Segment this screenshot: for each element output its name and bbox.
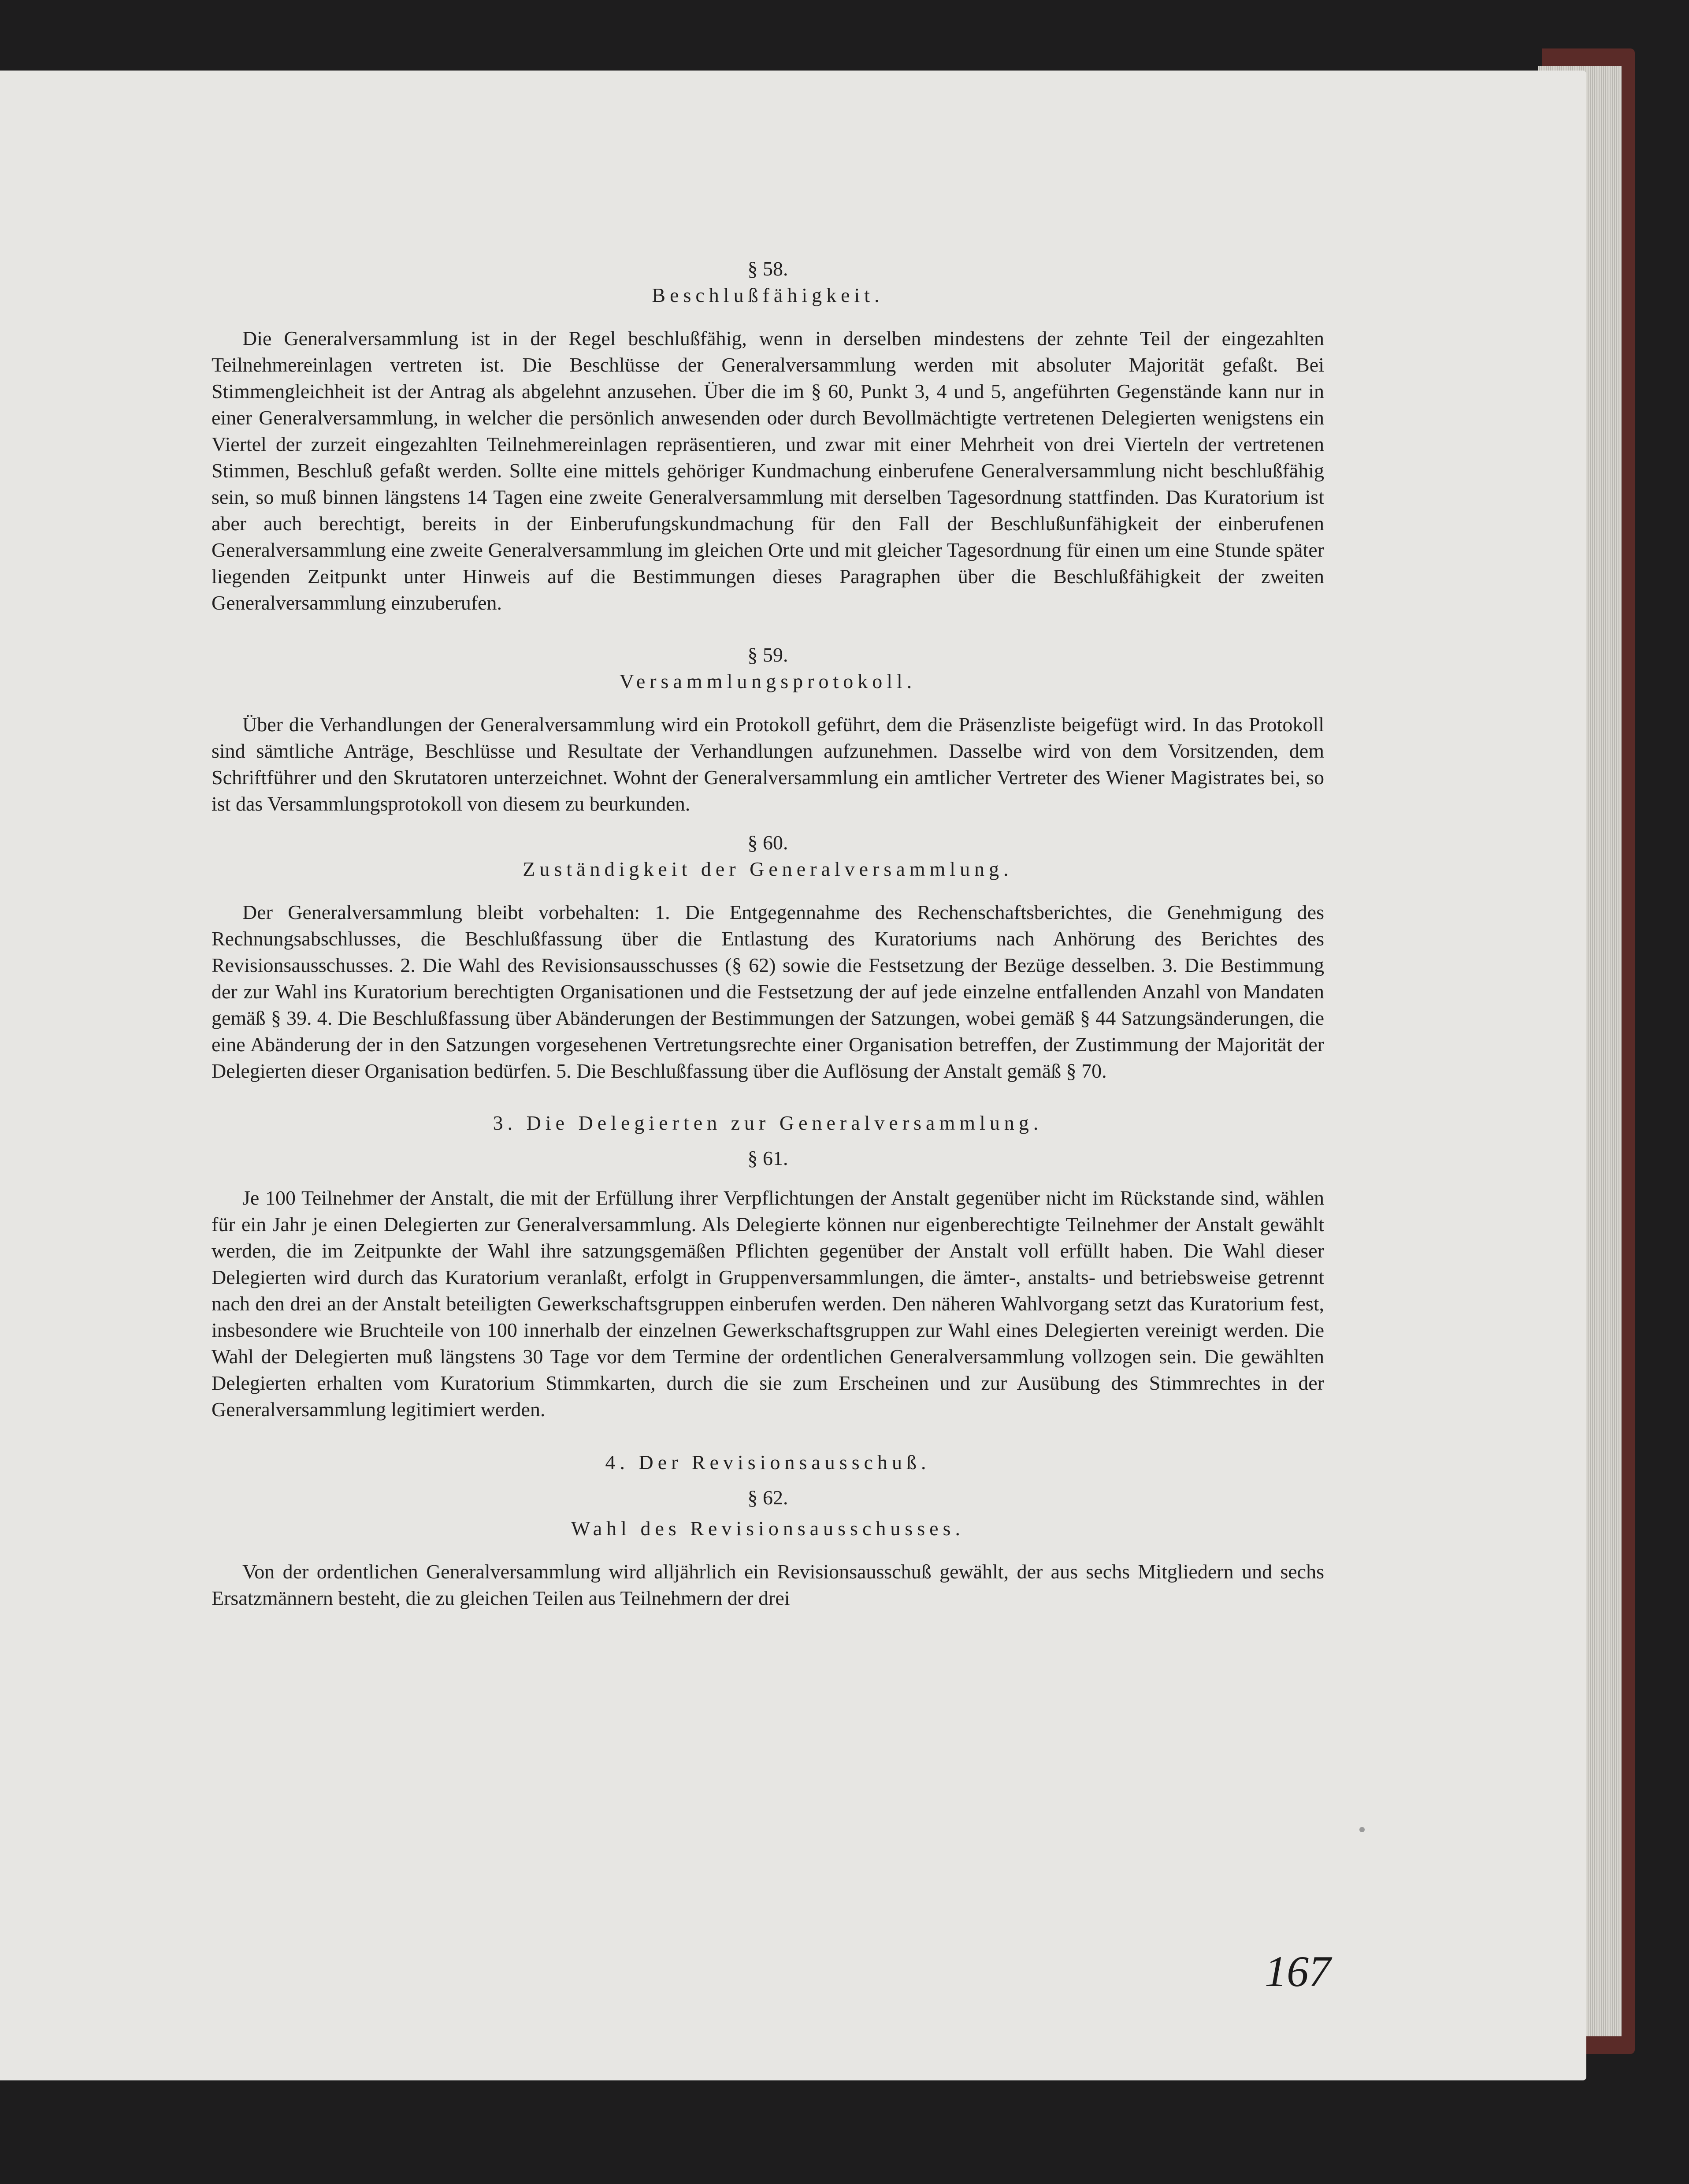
print-dot-mark <box>1359 1827 1365 1832</box>
body-paragraph: Der Generalversammlung bleibt vorbehalten: 1. Die Entgegennahme des Rechenschaftsberichtes, die Genehmigung des Rechnungsabschlusses, die Beschlußfassung über die Entlastung des Kuratoriums nach Anhörung des Berichtes des Revisionsausschusses. 2. Die Wahl des Revisionsausschusses (§ 62) sowie die Festsetzung der Bezüge desselben. 3. Die Bestimmung der zur Wahl ins Kuratorium berechtigten Organisationen und die Festsetzung der auf jede einzelne entfallenden Anzahl von Mandaten gemäß § 39. 4. Die Beschlußfassung über Abänderungen der Bestimmungen der Satzungen, wobei gemäß § 44 Satzungsänderungen, die eine Abänderung der in den Satzungen vorgesehenen Vertretungsrechte einer Organisation betreffen, der Zustimmung der Majorität der Delegierten dieser Organisation bedürfen. 5. Die Beschlußfassung über die Auflösung der Anstalt gemäß § 70. <box>212 901 1324 1082</box>
body-paragraph: Von der ordentlichen Generalversammlung wird alljährlich ein Revisionsausschuß gewählt, der aus sechs Mitgliedern und sechs Ersatzmännern besteht, die zu gleichen Teilen aus Teilnehmern der drei <box>212 1560 1324 1609</box>
page-text-area <box>212 256 1324 1611</box>
book-page <box>0 71 1586 2080</box>
section-title: Wahl des Revisionsausschusses. <box>571 1517 965 1540</box>
section-title: Versammlungsprotokoll. <box>619 670 917 692</box>
page-number: 167 <box>1265 1947 1331 1996</box>
paragraph-number: § 58. <box>747 257 788 280</box>
section-title: Zuständigkeit der Generalversammlung. <box>523 858 1013 880</box>
body-paragraph: Die Generalversammlung ist in der Regel beschlußfähig, wenn in derselben mindestens der zehnte Teil der eingezahlten Teilnehmereinlagen vertreten ist. Die Beschlüsse der Generalversammlung werden mit absoluter Majorität gefaßt. Bei Stimmengleichheit ist der Antrag als abgelehnt anzusehen. Über die im § 60, Punkt 3, 4 und 5, angeführten Gegenstände kann nur in einer Generalversammlung, in welcher die persönlich anwesenden oder durch Bevollmächtigte vertretenen Delegierten wenigstens ein Viertel der zurzeit eingezahlten Teilnehmereinlagen repräsentieren, und zwar mit einer Mehrheit von drei Vierteln der vertretenen Stimmen, Beschluß gefaßt werden. Sollte eine mittels gehöriger Kundmachung einberufene Generalversammlung nicht beschlußfähig sein, so muß binnen längstens 14 Tagen eine zweite Generalversammlung mit derselben Tagesordnung stattfinden. Das Kuratorium ist aber auch berechtigt, bereits in der Einberufungskundmachung für den Fall der Beschlußunfähigkeit der einberufenen Generalversammlung eine zweite Generalversammlung im gleichen Orte und mit gleicher Tagesordnung für einen um eine Stunde später liegenden Zeitpunkt unter Hinweis auf die Bestimmungen dieses Paragraphen über die Beschlußfähigkeit der zweiten Generalversammlung einzuberufen. <box>212 327 1324 614</box>
paragraph-number: § 61. <box>747 1147 788 1169</box>
paragraph-number: § 60. <box>747 831 788 854</box>
paragraph-number: § 59. <box>747 644 788 666</box>
paragraph-number: § 62. <box>747 1486 788 1509</box>
chapter-heading: 3. Die Delegierten zur Generalversammlung. <box>493 1112 1043 1134</box>
body-paragraph: Je 100 Teilnehmer der Anstalt, die mit der Erfüllung ihrer Verpflichtungen der Anstalt gegenüber nicht im Rückstande sind, wählen für ein Jahr je einen Delegierten zur Generalversammlung. Als Delegierte können nur eigenberechtigte Teilnehmer der Anstalt gewählt werden, die im Zeitpunkte der Wahl ihre satzungsgemäßen Pflichten gegenüber der Anstalt voll erfüllt haben. Die Wahl dieser Delegierten wird durch das Kuratorium veranlaßt, erfolgt in Gruppenversammlungen, die ämter-, anstalts- und betriebsweise getrennt nach den drei an der Anstalt beteiligten Gewerkschaftsgruppen einberufen werden. Den näheren Wahlvorgang setzt das Kuratorium fest, insbesondere wie Bruchteile von 100 innerhalb der einzelnen Gewerkschaftsgruppen zur Wahl eines Delegierten vereinigt werden. Die Wahl der Delegierten muß längstens 30 Tage vor dem Termine der ordentlichen Generalversammlung vollzogen sein. Die gewählten Delegierten erhalten vom Kuratorium Stimmkarten, durch die sie zum Erscheinen und zur Ausübung des Stimmrechtes in der Generalversammlung legitimiert werden. <box>212 1187 1324 1421</box>
body-paragraph: Über die Verhandlungen der Generalversammlung wird ein Protokoll geführt, dem die Präsenzliste beigefügt wird. In das Protokoll sind sämtliche Anträge, Beschlüsse und Resultate der Verhandlungen aufzunehmen. Dasselbe wird von dem Vorsitzenden, dem Schriftführer und den Skrutatoren unterzeichnet. Wohnt der Generalversammlung ein amtlicher Vertreter des Wiener Magistrates bei, so ist das Versammlungsprotokoll von diesem zu beurkunden. <box>212 713 1324 815</box>
section-title: Beschlußfähigkeit. <box>652 284 884 306</box>
chapter-heading: 4. Der Revisionsausschuß. <box>605 1451 931 1473</box>
